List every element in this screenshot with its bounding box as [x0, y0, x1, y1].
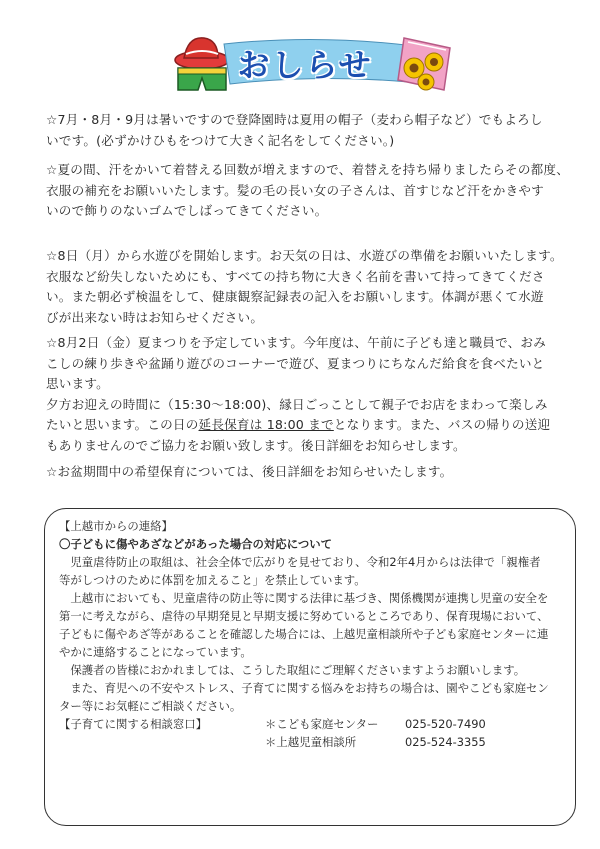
contact-name: ＊こども家庭センター: [265, 717, 379, 731]
contact-phone: 025-520-7490: [405, 717, 486, 731]
joetsu-notice-box: [44, 508, 576, 826]
box-body-line: ター等にお気軽にご相談ください。: [59, 699, 242, 713]
notice-line: 夕方お迎えの時間に（15:30～18:00)、縁日ごっことして親子でお店をまわって楽しみ: [46, 396, 548, 412]
notice-line: ☆お盆期間中の希望保育については、後日詳細をお知らせいたします。: [46, 464, 453, 479]
notice-line: 衣服など紛失しないためにも、すべての持ち物に大きく名前を書いて持ってきてくださ: [46, 268, 545, 284]
notice-line: びが出来ない時はお知らせください。: [46, 309, 264, 325]
notice-line: ☆夏の間、汗をかいて着替える回数が増えますので、着替えを持ち帰りましたらその都度、: [46, 162, 569, 177]
box-body-line: 上越市においても、児童虐待の防止等に関する法律に基づき、関係機関が連携し児童の安全を: [59, 591, 549, 605]
notice-obon: [46, 462, 566, 483]
notice-banner: [168, 30, 454, 94]
contact-row: [59, 733, 565, 751]
contact-phone: 025-524-3355: [405, 735, 486, 749]
notice-line: いです。(必ずかけひもをつけて大きく記名をしてください。): [46, 132, 395, 148]
banner-title: おしらせ: [237, 46, 373, 84]
contact-name: ＊上越児童相談所: [265, 735, 357, 749]
box-body-line: やかに連絡することになっています。: [59, 645, 252, 659]
notice-line: もありませんのでご協力をお願い致します。後日詳細をお知らせします。: [46, 437, 466, 453]
notice-water-play: [46, 246, 566, 328]
notice-line: ☆7月・8月・9月は暑いですので登降園時は夏用の帽子（麦わら帽子など）でもよろし: [46, 112, 543, 127]
notice-text: たいと思います。この日の: [46, 417, 199, 432]
contact-label: 【子育てに関する相談窓口】: [59, 717, 208, 731]
notice-line: ☆8月2日（金）夏まつりを予定しています。今年度は、午前に子ども達と職員で、おみ: [46, 335, 547, 350]
notice-line: 衣服の補充をお願いいたします。髪の毛の長い女の子さんは、首すじなど汗をかきやす: [46, 182, 544, 198]
notice-line: こしの練り歩きや盆踊り遊びのコーナーで遊び、夏まつりにちなんだ給食を食べたいと: [46, 355, 545, 371]
notice-line: ☆8日（月）から水遊びを開始します。お天気の日は、水遊びの準備をお願いいたします。: [46, 248, 563, 263]
box-body-line: 等がしつけのために体罰を加えること」を禁止しています。: [59, 573, 366, 587]
notice-text: となります。また、バスの帰りの送迎: [333, 417, 551, 432]
box-body-line: 第一に考えながら、虐待の早期発見と早期支援に努めているところであり、保育現場において、: [59, 609, 549, 623]
notice-clothes: [46, 160, 569, 222]
notice-line: 思います。: [46, 376, 109, 391]
contact-row: [59, 715, 565, 733]
box-heading: 〇子どもに傷やあざなどがあった場合の対応について: [59, 537, 333, 551]
notice-line: いので飾りのないゴムでしばってきてください。: [46, 203, 328, 218]
box-body-line: 児童虐待防止の取組は、社会全体で広がりを見せており、令和2年4月からは法律で「親権者: [59, 555, 541, 569]
box-label: 【上越市からの連絡】: [59, 519, 173, 533]
hat-icon: [175, 38, 229, 69]
notice-line: [46, 415, 566, 436]
shorts-icon: [178, 68, 226, 90]
notice-line: い。また朝必ず検温をして、健康観察記録表の記入をお願いします。体調が悪くて水遊: [46, 289, 544, 304]
extended-care-underline: 延長保育は 18:00 まで: [198, 417, 334, 432]
notice-hat: [46, 110, 566, 151]
box-body-line: 保護者の皆様におかれましては、こうした取組にご理解くださいますようお願いします。: [59, 663, 526, 677]
box-body-line: 子どもに傷やあざ等があることを確認した場合には、上越児童相談所や子ども家庭センターに連: [59, 627, 549, 641]
box-body-line: また、育児への不安やストレス、子育てに関する悩みをお持ちの場合は、園やこども家庭セン: [59, 681, 549, 695]
notice-summer-festival: [46, 333, 566, 456]
